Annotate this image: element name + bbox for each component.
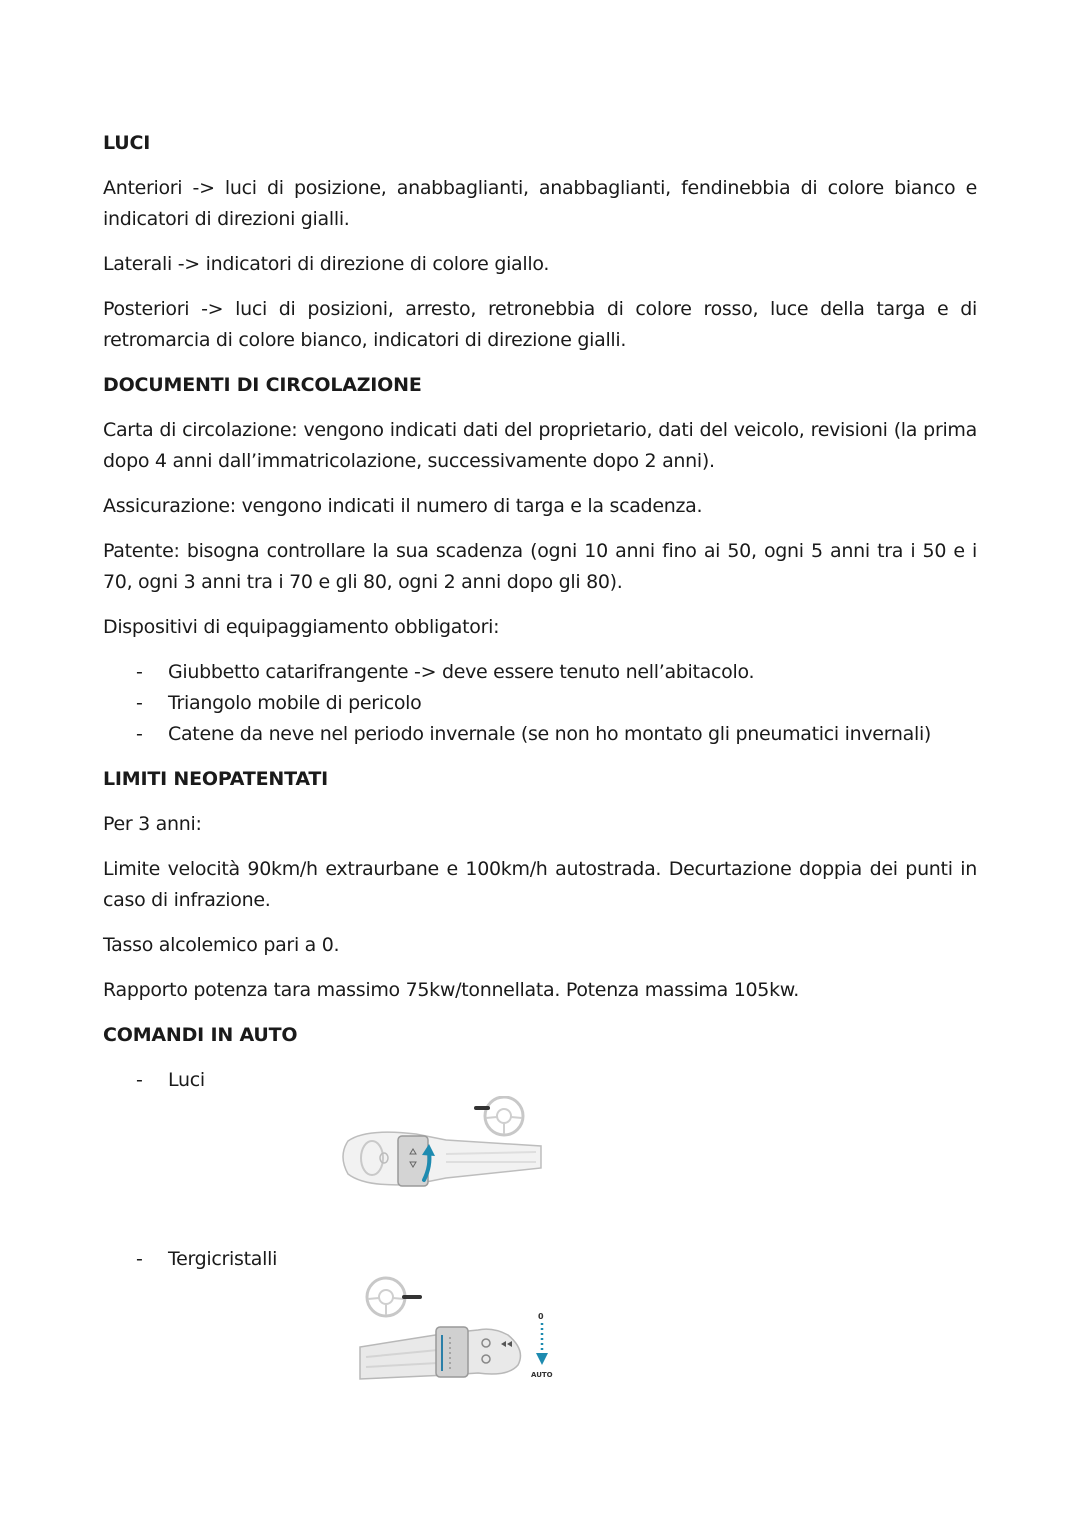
list-dash: -: [136, 1069, 143, 1091]
section-title-luci: LUCI: [103, 132, 151, 154]
wiper-stalk-illustration: [358, 1275, 977, 1425]
list-item: [103, 719, 977, 750]
paragraph-anteriori: Anteriori -> luci di posizione, anabbaglianti, anabbaglianti, fendinebbia di colore bianco e indicatori di direzioni gialli.: [103, 177, 977, 230]
wiper-stalk-icon: [358, 1275, 568, 1395]
list-dash: -: [136, 723, 143, 745]
list-dash: -: [136, 1248, 143, 1270]
steering-wheel-icon: [474, 1097, 523, 1135]
section-title-documenti: DOCUMENTI DI CIRCOLAZIONE: [103, 374, 422, 396]
list-item: [103, 1065, 977, 1096]
paragraph-per-3-anni: Per 3 anni:: [103, 813, 202, 835]
list-item-text: Catene da neve nel periodo invernale (se non ho montato gli pneumatici invernali): [168, 723, 932, 745]
section-title-comandi: COMANDI IN AUTO: [103, 1024, 298, 1046]
list-dash: -: [136, 692, 143, 714]
paragraph-laterali: Laterali -> indicatori di direzione di colore giallo.: [103, 253, 550, 275]
comandi-list-tergicristalli: [103, 1244, 977, 1275]
list-item: [103, 688, 977, 719]
list-item: [103, 1244, 977, 1275]
wiper-label-auto: AUTO: [531, 1371, 553, 1379]
document-page: [103, 128, 977, 1425]
paragraph-limite-velocita: Limite velocità 90km/h extraurbane e 100km/h autostrada. Decurtazione doppia dei punti in caso di infrazione.: [103, 858, 977, 911]
lights-stalk-icon: [336, 1096, 546, 1226]
list-item-text: Triangolo mobile di pericolo: [168, 692, 422, 714]
paragraph-rapporto-potenza: Rapporto potenza tara massimo 75kw/tonnellata. Potenza massima 105kw.: [103, 979, 800, 1001]
section-title-limiti: LIMITI NEOPATENTATI: [103, 768, 329, 790]
paragraph-patente: Patente: bisogna controllare la sua scadenza (ogni 10 anni fino ai 50, ogni 5 anni tra i 50 e i 70, ogni 3 anni tra i 70 e gli 80, ogni 2 anni dopo gli 80).: [103, 540, 977, 593]
list-item-text: Tergicristalli: [168, 1248, 278, 1270]
paragraph-carta-circolazione: Carta di circolazione: vengono indicati dati del proprietario, dati del veicolo, revisioni (la prima dopo 4 anni dall’immatricolazione, successivamente dopo 2 anni).: [103, 419, 977, 472]
steering-wheel-icon: [367, 1278, 422, 1316]
paragraph-assicurazione: Assicurazione: vengono indicati il numero di targa e la scadenza.: [103, 495, 703, 517]
paragraph-tasso-alcolemico: Tasso alcolemico pari a 0.: [103, 934, 340, 956]
wiper-label-zero: 0: [538, 1312, 544, 1321]
dispositivi-list: [103, 657, 977, 750]
list-dash: -: [136, 661, 143, 683]
comandi-list-luci: [103, 1065, 977, 1096]
paragraph-dispositivi-intro: Dispositivi di equipaggiamento obbligatori:: [103, 616, 500, 638]
list-item: [103, 657, 977, 688]
lights-stalk-illustration: [336, 1096, 977, 1244]
paragraph-posteriori: Posteriori -> luci di posizioni, arresto, retronebbia di colore rosso, luce della targa e di retromarcia di colore bianco, indicatori di direzione gialli.: [103, 298, 977, 351]
list-item-text: Giubbetto catarifrangente -> deve essere tenuto nell’abitacolo.: [168, 661, 755, 683]
list-item-text: Luci: [168, 1069, 205, 1091]
